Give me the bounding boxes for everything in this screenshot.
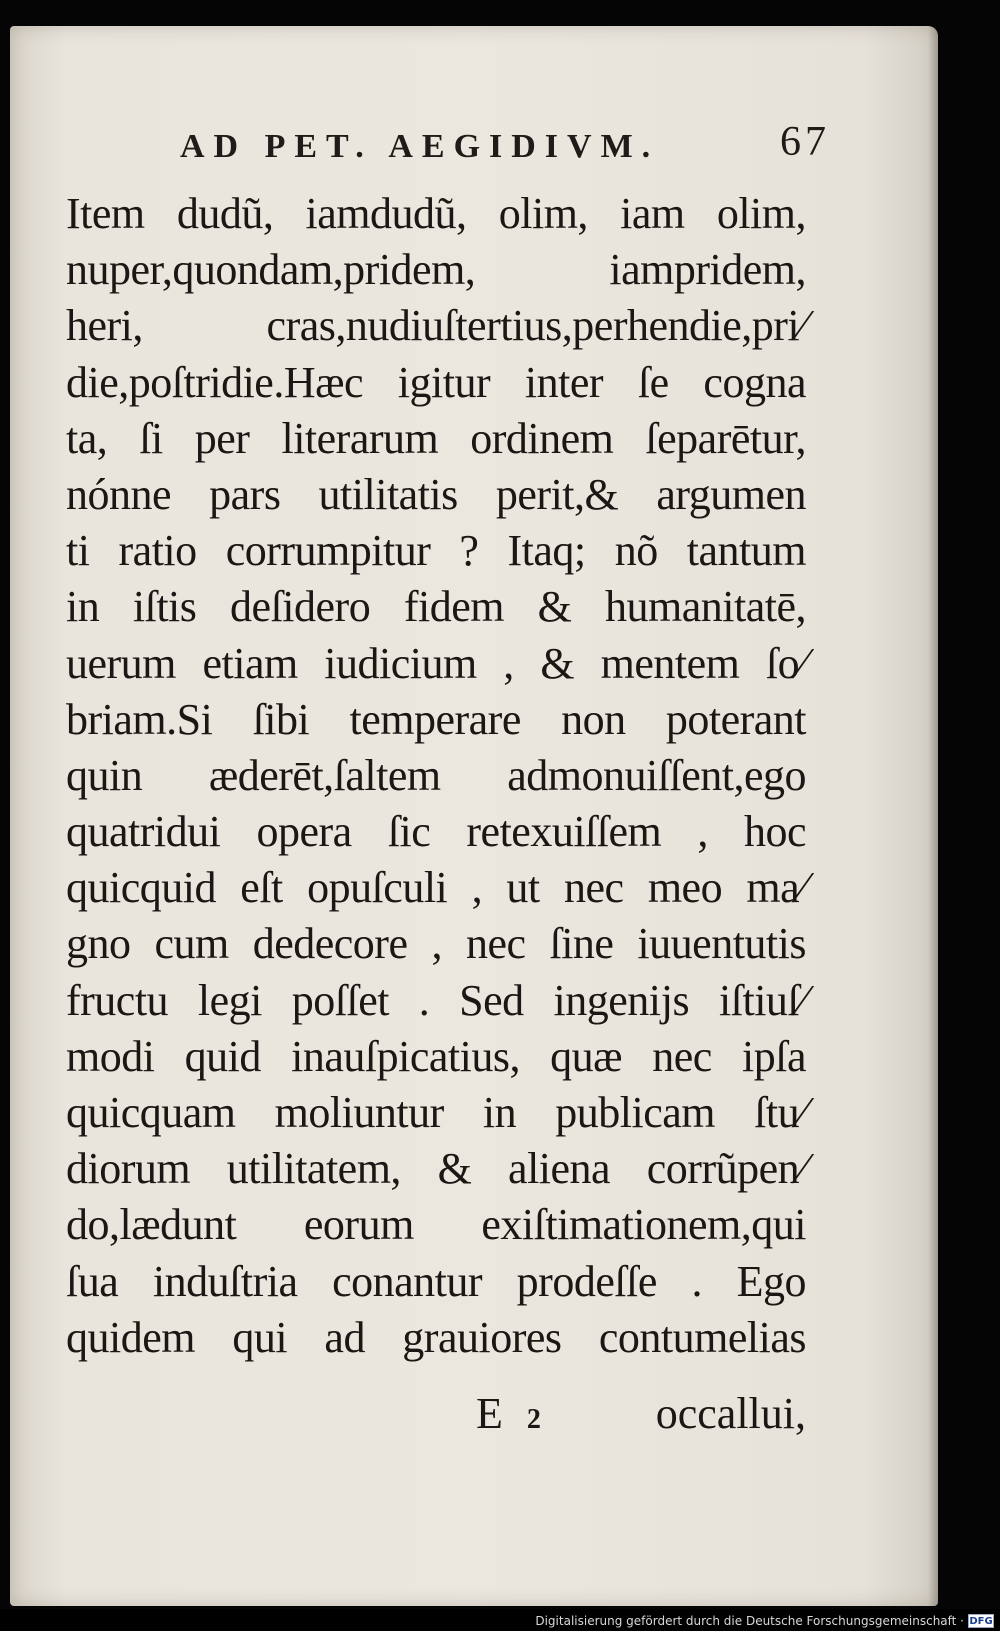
text-line: fructu legi poſſet . Sed ingenĳs iſtiuſ⁄: [66, 975, 806, 1025]
footer-bar: [0, 1609, 1000, 1631]
text-line: ſua induſtria conantur prodeſſe . Ego: [66, 1256, 806, 1306]
signature-number: 2: [526, 1404, 541, 1435]
signature-line: [66, 1388, 806, 1448]
text-line: die,poſtridie.Hæc igitur inter ſe cogna: [66, 357, 806, 407]
body-text: [66, 186, 806, 1366]
text-line: gno cum dedecore , nec ſine iuuentutis: [66, 919, 806, 969]
text-line: ta, ſi per literarum ordinem ſeparētur,: [66, 413, 806, 463]
running-head-title: AD PET. AEGIDIVM.: [180, 128, 660, 165]
catchword: occallui,: [655, 1389, 806, 1438]
dfg-logo: DFG: [969, 1616, 993, 1627]
text-line: do,lædunt eorum exiſtimationem,qui: [66, 1200, 806, 1250]
text-line: in iſtis deſidero fidem & humanitatē,: [66, 582, 806, 632]
signature-mark: [476, 1388, 541, 1439]
text-line: quicquam moliuntur in publicam ſtu⁄: [66, 1088, 806, 1137]
text-line: Item dudũ, iamdudũ, olim, iam olim,: [66, 189, 806, 238]
text-line: ti ratio corrumpitur ? Itaq; nõ tantum: [66, 526, 806, 576]
funding-note: Digitalisierung gefördert durch die Deutsche Forschungsgemeinschaft ·: [535, 1614, 964, 1628]
page-number: 67: [780, 119, 830, 165]
page-edge-shadow: [928, 26, 938, 1606]
text-line: nuper,quondam,pridem, iampridem,: [66, 245, 806, 295]
text-line: diorum utilitatem, & aliena corrũpen⁄: [66, 1144, 806, 1194]
running-head: [180, 118, 840, 174]
text-line: nónne pars utilitatis perit,& argumen: [66, 469, 806, 519]
text-line: quidem qui ad grauiores contumelias: [66, 1312, 806, 1362]
text-line: briam.Si ſibi temperare non poterant: [66, 694, 806, 744]
text-line: quin æderēt,ſaltem admonuiſſent,ego: [66, 750, 806, 800]
text-line: quatridui opera ſic retexuiſſem , hoc: [66, 807, 806, 857]
text-line: quicquid eſt opuſculi , ut nec meo ma⁄: [66, 863, 806, 913]
text-line: heri, cras,nudiuſtertius,perhendie,pri⁄: [66, 301, 806, 351]
text-line: modi quid inauſpicatius, quæ nec ipſa: [66, 1031, 806, 1081]
signature-letter: E: [476, 1389, 503, 1438]
text-line: uerum etiam iudicium , & mentem ſo⁄: [66, 638, 806, 688]
